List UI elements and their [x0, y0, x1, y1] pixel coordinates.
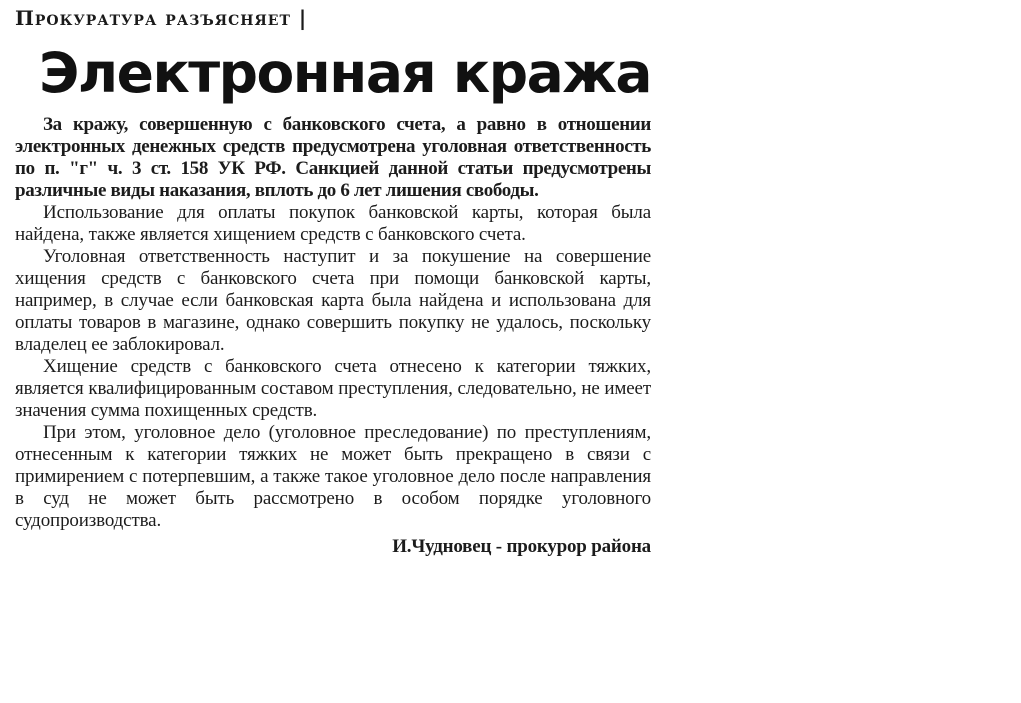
rubric-label: Прокуратура разъясняет	[15, 6, 291, 30]
body-paragraph: При этом, уголовное дело (уголовное преследование) по преступлениям, отнесенным к категории тяжких не может быть прекращено в связи с примирением с потерпевшим, а также такое уголовное дело после направления в суд не может быть рассмотрено в особом порядке уголовного судопроизводства.	[15, 422, 651, 531]
body-paragraph: Хищение средств с банковского счета отнесено к категории тяжких, является квалифицированным составом преступления, следовательно, не имеет значения сумма похищенных средств.	[15, 356, 651, 421]
body-paragraph: Уголовная ответственность наступит и за покушение на совершение хищения средств с банковского счета при помощи банковской карты, например, в случае если банковская карта была найдена и использована для оплаты товаров в магазине, однако совершить покупку не удалось, поскольку владелец ее заблокировал.	[15, 246, 651, 355]
section-rubric	[15, 4, 651, 34]
lead-paragraph: За кражу, совершенную с банковского счета, а равно в отношении электронных денежных средств предусмотрена уголовная ответственность по п. "г" ч. 3 ст. 158 УК РФ. Санкцией данной статьи предусмотрены различные виды наказания, вплоть до 6 лет лишения свободы.	[15, 114, 651, 201]
body-paragraph: Использование для оплаты покупок банковской карты, которая была найдена, также является хищением средств с банковского счета.	[15, 202, 651, 245]
rubric-separator: |	[298, 6, 308, 30]
article	[15, 4, 651, 559]
author-signature: И.Чудновец - прокурор района	[392, 536, 651, 557]
article-body	[15, 114, 651, 532]
article-headline: Электронная кража	[39, 41, 652, 105]
